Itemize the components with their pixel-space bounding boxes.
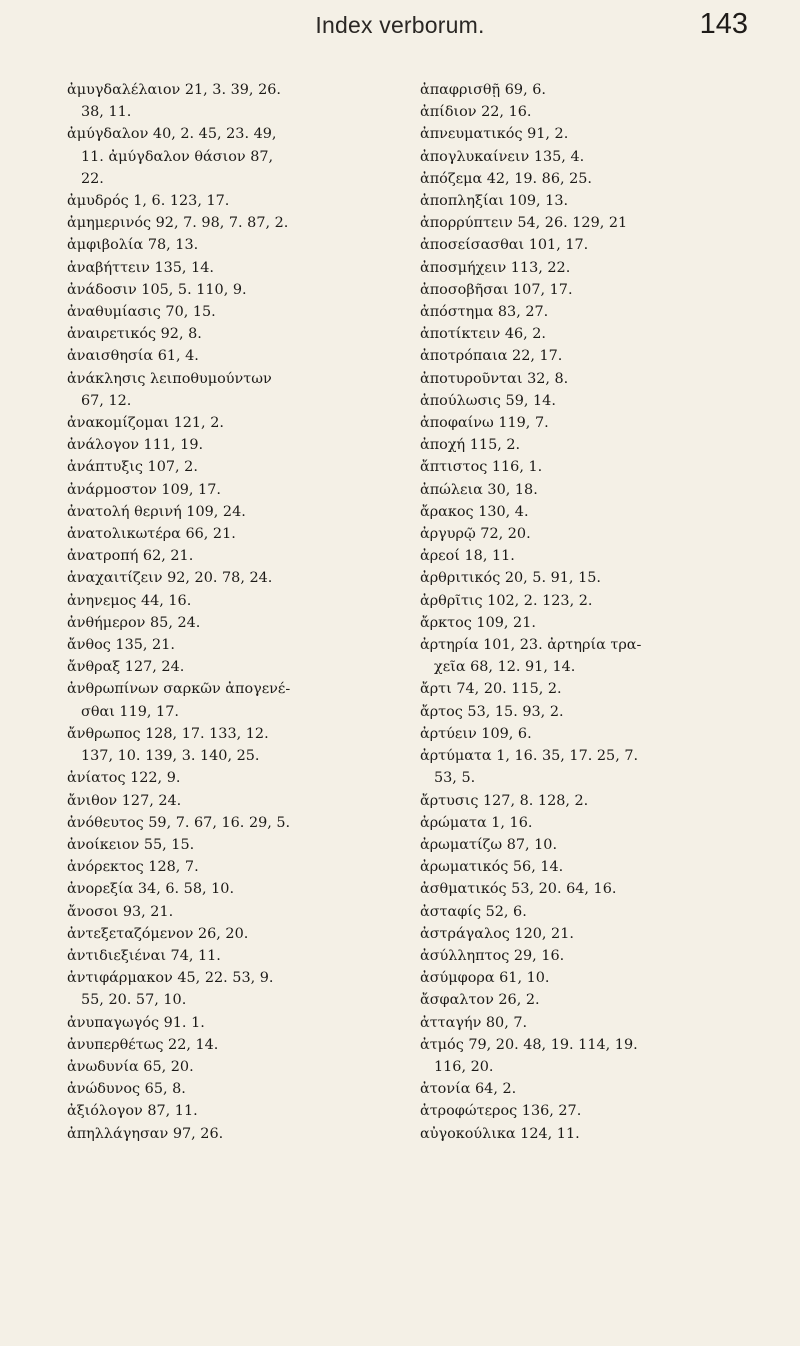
- index-entry: ἀπηλλάγησαν 97, 26.: [67, 1125, 224, 1142]
- index-entry: ἀποφαίνω 119, 7.: [420, 415, 549, 432]
- index-entry: ἄνθρωπος 128, 17. 133, 12.: [67, 725, 269, 742]
- index-entry: αὐγοκούλικα 124, 11.: [420, 1125, 580, 1142]
- index-entry: 55, 20. 57, 10.: [81, 992, 187, 1009]
- index-entry: ἀποτυροῦνται 32, 8.: [420, 370, 569, 387]
- index-entry: ἀπορρύπτειν 54, 26. 129, 21: [420, 215, 628, 232]
- index-entry: ἀποσοβῆσαι 107, 17.: [420, 281, 573, 298]
- index-entry: ἀνατολικωτέρα 66, 21.: [67, 526, 236, 543]
- index-entry: ἀνάρμοστον 109, 17.: [67, 481, 221, 498]
- page-header: [0, 8, 800, 48]
- index-entry: 53, 5.: [434, 770, 476, 787]
- index-entry: ἀνορεξία 34, 6. 58, 10.: [67, 881, 235, 898]
- index-entry: ἀποσμήχειν 113, 22.: [420, 259, 571, 276]
- index-entry: ἀνηνεμος 44, 16.: [67, 592, 192, 609]
- index-entry: ἀσταφίς 52, 6.: [420, 903, 527, 920]
- index-entry: ἀρωματικός 56, 14.: [420, 859, 564, 876]
- index-entry: ἀπόζεμα 42, 19. 86, 25.: [420, 170, 593, 187]
- index-entry: ἀνατολή θερινή 109, 24.: [67, 503, 246, 520]
- index-entry: ἀποπληξίαι 109, 13.: [420, 193, 569, 210]
- index-entry: ἀμυδρός 1, 6. 123, 17.: [67, 193, 230, 210]
- index-entry: ἀποτίκτειν 46, 2.: [420, 326, 547, 343]
- index-entry: ἀπούλωσις 59, 14.: [420, 392, 556, 409]
- index-entry: ἀσύμφορα 61, 10.: [420, 970, 550, 987]
- index-column-right: [420, 79, 765, 1145]
- index-entry: ἀξιόλογον 87, 11.: [67, 1103, 198, 1120]
- index-entry: ἄρτυσις 127, 8. 128, 2.: [420, 792, 589, 809]
- index-entry: ἀνίατος 122, 9.: [67, 770, 181, 787]
- index-entry: ἀμφιβολία 78, 13.: [67, 237, 199, 254]
- index-entry: 137, 10. 139, 3. 140, 25.: [81, 748, 260, 765]
- index-entry: ἀργυρῷ 72, 20.: [420, 526, 531, 543]
- index-entry: χεῖα 68, 12. 91, 14.: [434, 659, 576, 676]
- index-entry: ἀπίδιον 22, 16.: [420, 104, 532, 121]
- index-entry: ἀτονία 64, 2.: [420, 1081, 517, 1098]
- running-title: Index verborum.: [315, 12, 485, 38]
- index-column-left: [67, 79, 412, 1145]
- index-entry: ἀνόθευτος 59, 7. 67, 16. 29, 5.: [67, 814, 291, 831]
- index-entry: σθαι 119, 17.: [81, 703, 179, 720]
- index-entry: ἀπόστημα 83, 27.: [420, 304, 549, 321]
- index-entry: ἀναιρετικός 92, 8.: [67, 326, 202, 343]
- index-entry: ἀντιφάρμακον 45, 22. 53, 9.: [67, 970, 274, 987]
- index-entry: ἀρθρῖτις 102, 2. 123, 2.: [420, 592, 593, 609]
- index-entry: ἀνωδυνία 65, 20.: [67, 1058, 194, 1075]
- index-entry: ἀναβήττειν 135, 14.: [67, 259, 214, 276]
- index-entry: ἀπνευματικός 91, 2.: [420, 126, 569, 143]
- index-entry: ἀσθματικός 53, 20. 64, 16.: [420, 881, 617, 898]
- index-entry: ἀσύλληπτος 29, 16.: [420, 947, 565, 964]
- index-entry: ἀρτύειν 109, 6.: [420, 725, 532, 742]
- index-entry: ἀμυγδαλέλαιον 21, 3. 39, 26.: [67, 82, 281, 98]
- index-entry: ἀπαφρισθῇ 69, 6.: [420, 82, 546, 98]
- index-entry: ἀναχαιτίζειν 92, 20. 78, 24.: [67, 570, 273, 587]
- index-entry: ἀρτηρία 101, 23. ἀρτηρία τρα-: [420, 637, 642, 654]
- index-entry: ἀτμός 79, 20. 48, 19. 114, 19.: [420, 1036, 638, 1053]
- index-entry: ἀνυπερθέτως 22, 14.: [67, 1036, 219, 1053]
- index-entry: ἄρκτος 109, 21.: [420, 614, 536, 631]
- index-entry: ἀνάπτυξις 107, 2.: [67, 459, 198, 476]
- index-entry: ἀρώματα 1, 16.: [420, 814, 533, 831]
- index-entry: ἄπτιστος 116, 1.: [420, 459, 543, 476]
- index-entry: ἀπώλεια 30, 18.: [420, 481, 538, 498]
- page-number: 143: [699, 8, 748, 40]
- index-entry: ἀμύγδαλον 40, 2. 45, 23. 49,: [67, 126, 277, 143]
- index-entry: 67, 12.: [81, 392, 132, 409]
- index-entry: ἀνθήμερον 85, 24.: [67, 614, 201, 631]
- index-entry: ἄνοσοι 93, 21.: [67, 903, 174, 920]
- index-entry: ἀνθρωπίνων σαρκῶν ἀπογενέ-: [67, 681, 291, 698]
- index-entry: ἀνάλογον 111, 19.: [67, 437, 204, 454]
- index-entry: ἀνώδυνος 65, 8.: [67, 1081, 186, 1098]
- index-entry: ἄρτος 53, 15. 93, 2.: [420, 703, 564, 720]
- index-entry: ἀντιδιεξιέναι 74, 11.: [67, 947, 221, 964]
- index-entry: ἀποσείσασθαι 101, 17.: [420, 237, 589, 254]
- index-entry: ἀποτρόπαια 22, 17.: [420, 348, 563, 365]
- index-entry: ἄρακος 130, 4.: [420, 503, 529, 520]
- index-entry: ἀνακομίζομαι 121, 2.: [67, 415, 224, 432]
- index-entry: ἀρθριτικός 20, 5. 91, 15.: [420, 570, 601, 587]
- index-entry: ἀντεξεταζόμενον 26, 20.: [67, 925, 249, 942]
- index-entry: ἀρωματίζω 87, 10.: [420, 836, 558, 853]
- index-entry: ἀνατροπή 62, 21.: [67, 548, 194, 565]
- index-entry: ἄρτι 74, 20. 115, 2.: [420, 681, 562, 698]
- index-entry: ἄνθραξ 127, 24.: [67, 659, 185, 676]
- index-entry: 11. ἀμύγδαλον θάσιον 87,: [81, 148, 274, 165]
- index-entry: ἄσφαλτον 26, 2.: [420, 992, 540, 1009]
- index-entry: ἀρεοί 18, 11.: [420, 548, 515, 565]
- index-entry: ἀνυπαγωγός 91. 1.: [67, 1014, 205, 1031]
- index-entry: ἄνθος 135, 21.: [67, 637, 175, 654]
- index-entry: ἄνιθον 127, 24.: [67, 792, 182, 809]
- index-entry: ἀτταγήν 80, 7.: [420, 1014, 528, 1031]
- index-entry: ἀπογλυκαίνειν 135, 4.: [420, 148, 585, 165]
- index-entry: ἀνόρεκτος 128, 7.: [67, 859, 199, 876]
- index-entry: ἀποχή 115, 2.: [420, 437, 521, 454]
- index-entry: 116, 20.: [434, 1058, 494, 1075]
- index-entry: ἀρτύματα 1, 16. 35, 17. 25, 7.: [420, 748, 639, 765]
- index-entry: ἀμημερινός 92, 7. 98, 7. 87, 2.: [67, 215, 289, 232]
- index-entry: ἀνάκλησις λειποθυμούντων: [67, 370, 272, 387]
- index-entry: 38, 11.: [81, 104, 132, 121]
- index-entry: ἀνάδοσιν 105, 5. 110, 9.: [67, 281, 247, 298]
- index-entry: ἀστράγαλος 120, 21.: [420, 925, 574, 942]
- index-entry: ἀνοίκειον 55, 15.: [67, 836, 195, 853]
- index-entry: 22.: [81, 170, 104, 187]
- index-entry: ἀτροφώτερος 136, 27.: [420, 1103, 582, 1120]
- index-entry: ἀναθυμίασις 70, 15.: [67, 304, 216, 321]
- index-entry: ἀναισθησία 61, 4.: [67, 348, 199, 365]
